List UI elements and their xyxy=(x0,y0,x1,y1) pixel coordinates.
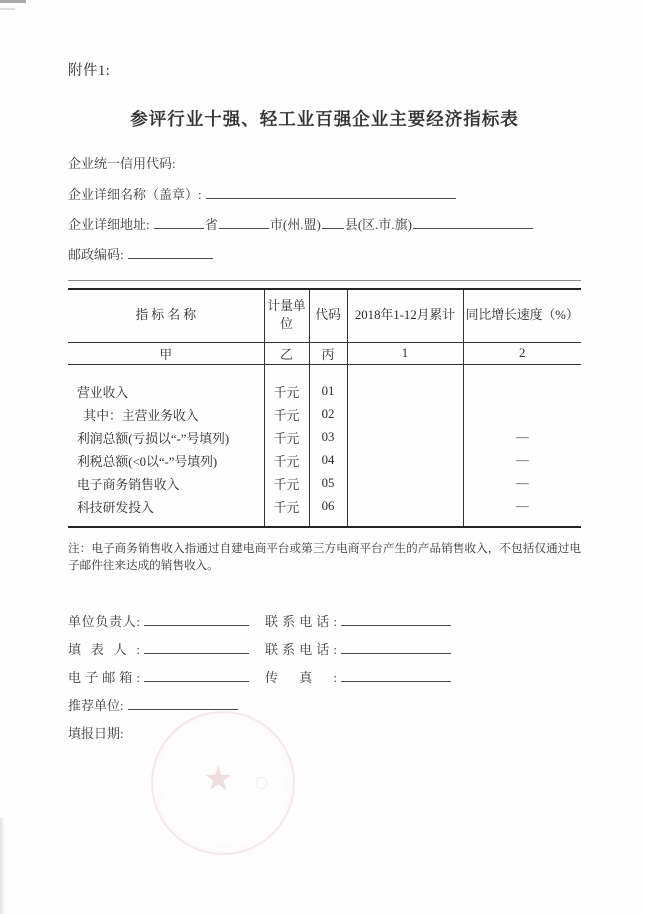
unit-cell: 千元 xyxy=(264,380,309,403)
unit-head-blank xyxy=(144,613,249,626)
city-suffix: 市(州.盟) xyxy=(269,217,321,232)
email-label: 电子邮箱: xyxy=(68,669,140,685)
value-cell xyxy=(347,380,463,403)
contact-row-unit-head xyxy=(68,611,581,639)
footnote: 注：电子商务销售收入指通过自建电商平台或第三方电商平台产生的产品销售收入，不包括仅通过电子邮件往来达成的销售收入。 xyxy=(68,542,581,573)
col-header-indicator: 指 标 名 称 xyxy=(68,289,264,342)
growth-cell: — xyxy=(515,499,529,513)
company-name-blank xyxy=(206,186,456,199)
table-row xyxy=(68,403,581,426)
unit-cell: 千元 xyxy=(264,472,309,495)
col-header-growth: 同比增长速度（%） xyxy=(463,289,581,342)
unit-cell: 千元 xyxy=(264,403,309,426)
col-header-code: 代码 xyxy=(309,289,347,342)
table-spacer-row xyxy=(68,518,581,527)
fill-date-label: 填报日期: xyxy=(68,725,124,741)
address-label: 企业详细地址: xyxy=(68,217,150,232)
postal-code-blank xyxy=(128,246,213,259)
company-name-label: 企业详细名称（盖章）: xyxy=(68,187,202,202)
growth-cell xyxy=(463,380,581,403)
indicator-name: 科技研发投入 xyxy=(68,495,264,518)
key-cell: 2 xyxy=(463,342,581,364)
recommender-label: 推荐单位: xyxy=(68,697,124,713)
contact-row-email-fax xyxy=(68,667,581,695)
value-cell xyxy=(347,472,463,495)
contact-row-fill-date xyxy=(68,723,581,751)
seal-faint-marks: 〇 xyxy=(255,776,271,791)
indicator-name: 利税总额(<0以“-”号填列) xyxy=(68,449,264,472)
phone-label: 联系电话: xyxy=(265,613,337,629)
indicator-name: 电子商务销售收入 xyxy=(68,472,264,495)
code-cell: 05 xyxy=(309,472,347,495)
key-cell: 1 xyxy=(347,342,463,364)
value-cell xyxy=(347,426,463,449)
col-header-2018-total: 2018年1-12月累计 xyxy=(347,289,463,342)
indicator-table-wrapper xyxy=(68,280,581,528)
credit-code-label: 企业统一信用代码: xyxy=(68,156,176,171)
contact-row-form-filler xyxy=(68,639,581,667)
indicator-name: 其中：主营业务收入 xyxy=(68,403,264,426)
contact-row-recommender xyxy=(68,695,581,723)
table-header-row xyxy=(68,289,581,342)
growth-cell: — xyxy=(515,430,529,444)
code-cell: 02 xyxy=(309,403,347,426)
value-cell xyxy=(347,403,463,426)
table-row xyxy=(68,426,581,449)
table-spacer-row xyxy=(68,364,581,380)
credit-code-line xyxy=(68,155,581,173)
code-cell: 03 xyxy=(309,426,347,449)
attachment-label: 附件1: xyxy=(68,63,111,79)
unit-head-label: 单位负责人: xyxy=(68,613,140,629)
phone-blank xyxy=(341,641,451,654)
red-circular-seal-icon xyxy=(151,711,295,855)
county-suffix: 县(区.市.旗) xyxy=(344,217,412,232)
code-cell: 04 xyxy=(309,449,347,472)
email-blank xyxy=(144,669,249,682)
company-name-line xyxy=(68,186,581,204)
table-row xyxy=(68,472,581,495)
indicator-name: 利润总额(亏损以“-”号填列) xyxy=(68,426,264,449)
province-suffix: 省 xyxy=(204,217,218,232)
form-filler-blank xyxy=(144,641,249,654)
phone-blank xyxy=(341,613,451,626)
address-line xyxy=(68,216,581,234)
province-blank xyxy=(154,216,204,229)
key-cell: 丙 xyxy=(309,342,347,364)
unit-cell: 千元 xyxy=(264,495,309,518)
growth-cell xyxy=(463,403,581,426)
contact-block xyxy=(68,611,581,751)
growth-cell: — xyxy=(515,476,529,490)
code-cell: 06 xyxy=(309,495,347,518)
key-cell: 甲 xyxy=(68,342,264,364)
table-key-row xyxy=(68,342,581,364)
unit-cell: 千元 xyxy=(264,426,309,449)
seal-star-icon: ★ xyxy=(203,759,234,799)
unit-cell: 千元 xyxy=(264,449,309,472)
city-blank xyxy=(219,216,269,229)
col-header-unit: 计量单位 xyxy=(264,289,309,342)
fax-label: 传真: xyxy=(265,669,337,685)
postal-code-line xyxy=(68,246,581,264)
table-row xyxy=(68,495,581,518)
form-filler-label: 填表人: xyxy=(68,641,140,657)
postal-code-label: 邮政编码: xyxy=(68,247,124,262)
key-cell: 乙 xyxy=(264,342,309,364)
table-row xyxy=(68,380,581,403)
fax-blank xyxy=(341,669,451,682)
recommender-blank xyxy=(128,697,238,710)
address-detail-blank xyxy=(413,216,533,229)
value-cell xyxy=(347,495,463,518)
code-cell: 01 xyxy=(309,380,347,403)
indicator-name: 营业收入 xyxy=(68,380,264,403)
value-cell xyxy=(347,449,463,472)
page-title: 参评行业十强、轻工业百强企业主要经济指标表 xyxy=(130,109,519,129)
table-row xyxy=(68,449,581,472)
growth-cell: — xyxy=(515,453,529,467)
phone-label: 联系电话: xyxy=(265,641,337,657)
indicator-table xyxy=(68,288,581,528)
county-blank xyxy=(322,216,344,229)
